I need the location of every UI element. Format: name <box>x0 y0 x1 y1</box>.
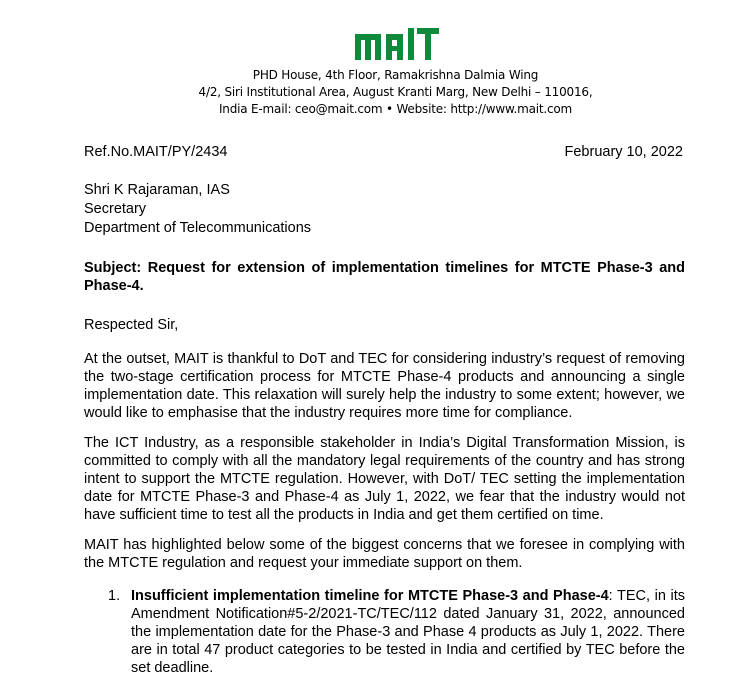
paragraph-1 <box>84 350 685 422</box>
letterhead-address-line2: 4/2, Siri Institutional Area, August Kranti Marg, New Delhi – 110016, <box>198 85 593 99</box>
list-item-line: the implementation date for the Phase-3 and Phase 4 products as July 1, 2022. There <box>131 624 685 640</box>
paragraph-1-line: the two-stage certification process for MTCTE Phase-4 products and announcing a single <box>84 369 685 385</box>
paragraph-3 <box>84 536 685 572</box>
list-item-title-suffix: : TEC, in its <box>608 588 685 604</box>
subject-line-1: Subject: Request for extension of implementation timelines for MTCTE Phase-3 and <box>84 260 685 276</box>
paragraph-2 <box>84 434 685 524</box>
paragraph-1-line: would like to emphasise that the industry requires more time for compliance. <box>84 405 573 421</box>
paragraph-2-line: date for MTCTE Phase-3 and Phase-4 as July 1, 2022, we fear that the industry would not <box>84 489 685 505</box>
paragraph-2-line: have sufficient time to test all the products in India and get them certified on time. <box>84 507 604 523</box>
recipient-department: Department of Telecommunications <box>84 220 312 236</box>
subject-line-2: Phase-4. <box>84 278 144 294</box>
paragraph-2-line: committed to comply with all the mandatory legal requirements of the country and has strong <box>84 453 685 469</box>
mait-logo <box>353 22 443 64</box>
paragraph-1-line: implementation date. This relaxation will surely help the industry to some extent; however, we <box>84 387 685 403</box>
mait-logo-mark <box>353 22 443 64</box>
subject-line <box>84 259 685 295</box>
list-item-title: Insufficient implementation timeline for MTCTE Phase-3 and Phase-4 <box>131 588 609 604</box>
list-number: 1. <box>108 588 121 604</box>
paragraph-3-line: MAIT has highlighted below some of the biggest concerns that we foresee in complying with <box>84 537 685 553</box>
paragraph-2-line: intent to support the MTCTE regulation. However, with DoT/ TEC setting the implementation <box>84 471 685 487</box>
reference-number: Ref.No.MAIT/PY/2434 <box>84 144 228 160</box>
salutation <box>84 316 685 334</box>
salutation-text: Respected Sir, <box>84 317 179 333</box>
letterhead-contact-line: India E-mail: ceo@mait.com • Website: http://www.mait.com <box>218 102 573 116</box>
list-item-line: set deadline. <box>131 660 214 676</box>
letterhead-address-line1: PHD House, 4th Floor, Ramakrishna Dalmia Wing <box>252 68 539 82</box>
list-item-line: Amendment Notification#5-2/2021-TC/TEC/112 dated January 31, 2022, announced <box>131 606 685 622</box>
recipient-title: Secretary <box>84 201 147 217</box>
paragraph-3-line: the MTCTE regulation and request your immediate support on them. <box>84 555 523 571</box>
list-item-body <box>131 587 685 677</box>
letter-date: February 10, 2022 <box>564 144 683 160</box>
list-item-first-line <box>131 587 685 605</box>
recipient-name: Shri K Rajaraman, IAS <box>84 182 230 198</box>
list-item-line: are in total 47 product categories to be tested in India and certified by TEC before the <box>131 642 685 658</box>
paragraph-1-line: At the outset, MAIT is thankful to DoT and TEC for considering industry’s request of removing <box>84 351 685 367</box>
paragraph-2-line: The ICT Industry, as a responsible stakeholder in India’s Digital Transformation Mission, is <box>84 435 685 451</box>
